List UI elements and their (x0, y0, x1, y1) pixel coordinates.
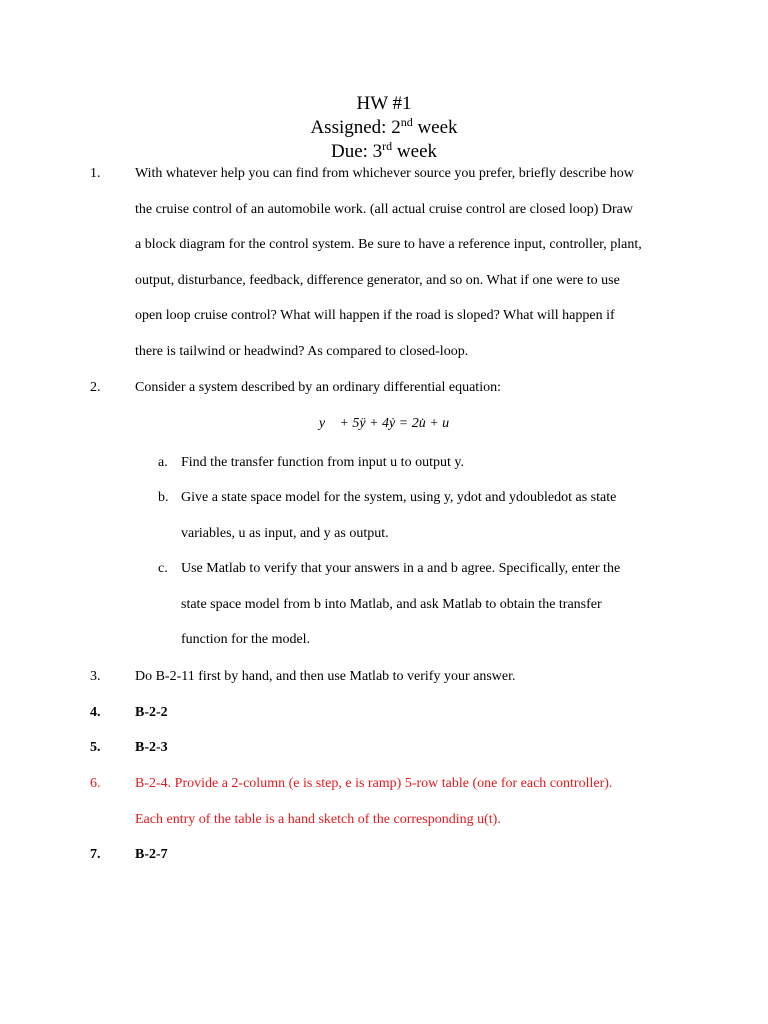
problem-2-number: 2. (90, 380, 101, 395)
problem-5-number: 5. (90, 740, 101, 755)
due-prefix: Due: 3 (330, 141, 383, 162)
problem-4-text: B-2-2 (135, 705, 168, 720)
problem-7-text: B-2-7 (135, 847, 168, 862)
part-b-line-2: variables, u as input, and y as output. (181, 526, 389, 541)
problem-1-line-5: open loop cruise control? What will happen if the road is sloped? What will happen if (135, 308, 615, 323)
problem-7-number: 7. (90, 847, 101, 862)
problem-1-line-2: the cruise control of an automobile work. (all actual cruise control are closed loop) Draw (135, 202, 633, 217)
problem-4-number: 4. (90, 705, 101, 720)
part-b-line-1: Give a state space model for the system, using y, ydot and ydoubledot as state (181, 490, 617, 505)
part-c-line-2: state space model from b into Matlab, and ask Matlab to obtain the transfer (181, 597, 602, 612)
problem-1-number: 1. (90, 166, 101, 181)
problem-6-line-2: Each entry of the table is a hand sketch of the corresponding u(t). (135, 812, 501, 827)
assigned-line (0, 117, 768, 139)
problem-3-number: 3. (90, 669, 101, 684)
problem-1-line-4: output, disturbance, feedback, difference generator, and so on. What if one were to use (135, 273, 620, 288)
problem-1-line-6: there is tailwind or headwind? As compared to closed-loop. (135, 344, 469, 359)
due-sup: rd (382, 139, 393, 153)
differential-equation: y⃛ + 5ÿ + 4ẏ = 2u̇ + u (318, 416, 450, 431)
part-a-label: a. (158, 455, 168, 470)
problem-3-text: Do B-2-11 first by hand, and then use Matlab to verify your answer. (135, 669, 516, 684)
problem-5-text: B-2-3 (135, 740, 168, 755)
part-c-label: c. (158, 561, 168, 576)
problem-6-line-1: B-2-4. Provide a 2-column (e is step, e is ramp) 5-row table (one for each controller). (135, 776, 613, 791)
assigned-suffix: week (412, 117, 458, 138)
part-a-line-1: Find the transfer function from input u to output y. (181, 455, 464, 470)
problem-6-number: 6. (90, 776, 101, 791)
part-b-label: b. (158, 490, 169, 505)
part-c-line-1: Use Matlab to verify that your answers in a and b agree. Specifically, enter the (181, 561, 621, 576)
assigned-prefix: Assigned: 2 (310, 117, 401, 138)
problem-1-line-3: a block diagram for the control system. Be sure to have a reference input, controller, plant, (135, 237, 642, 252)
due-line (0, 141, 768, 163)
part-c-line-3: function for the model. (181, 632, 311, 647)
problem-2-intro: Consider a system described by an ordinary differential equation: (135, 380, 501, 395)
due-suffix: week (392, 141, 438, 162)
assigned-sup: nd (400, 115, 413, 129)
hw-title: HW #1 (356, 93, 412, 114)
problem-1-line-1: With whatever help you can find from whichever source you prefer, briefly describe how (135, 166, 634, 181)
page-title (0, 93, 768, 115)
